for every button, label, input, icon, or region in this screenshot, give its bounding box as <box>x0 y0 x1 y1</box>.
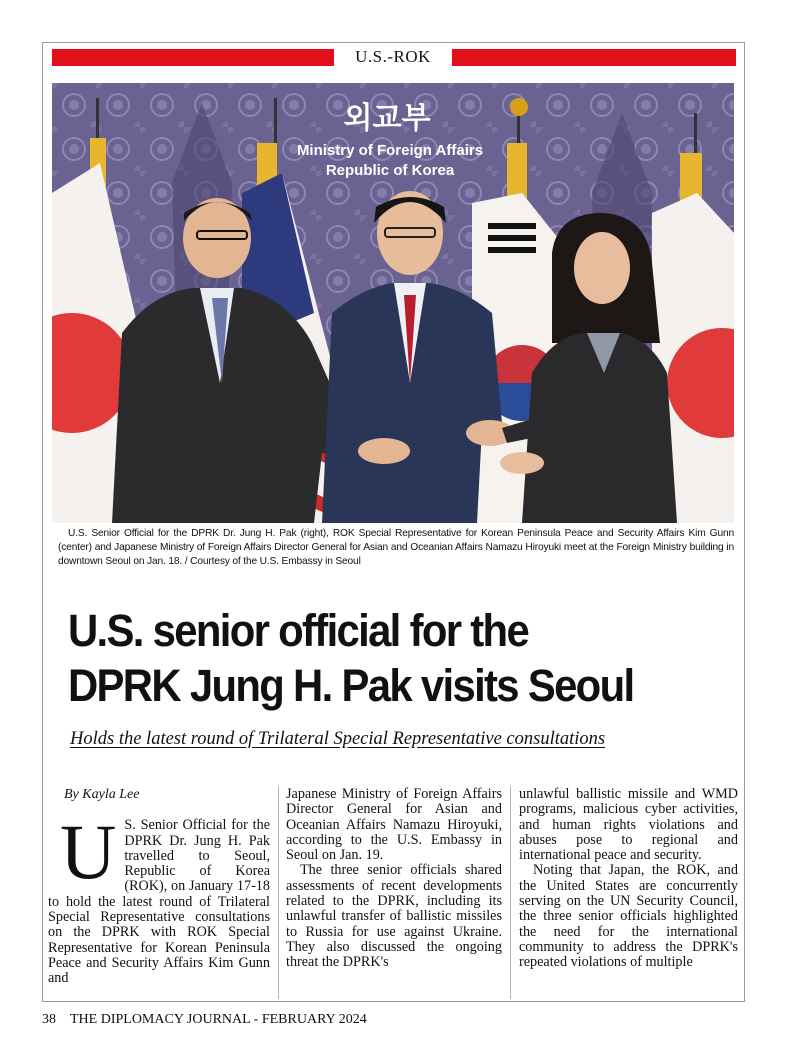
paragraph: The three senior officials shared assessments of recent developments related to the DPRK, including its unlawful transfer of ballistic missiles to Russia for use against Ukraine. They also discussed the ongoing threat the DPRK's <box>286 862 502 971</box>
section-bar-right <box>452 49 736 66</box>
headline-line-2: DPRK Jung H. Pak visits Seoul <box>68 660 634 711</box>
dropcap: U <box>60 808 117 896</box>
lead-text: S. Senior Official for the DPRK Dr. Jung H. Pak travelled to Seoul, Republic of Korea (ROK), on January 17-18 to hold the latest round of Trilateral Special Representative consultations on the DPRK with ROK Special Representative for Korean Peninsula Peace and Security Affairs Kim Gunn and <box>48 817 270 987</box>
byline: By Kayla Lee <box>64 787 140 802</box>
headline-line-1: U.S. senior official for the <box>68 605 529 656</box>
column-rule-1 <box>278 786 279 999</box>
publication-name: THE DIPLOMACY JOURNAL - FEBRUARY 2024 <box>70 1012 367 1027</box>
column-rule-2 <box>510 786 511 999</box>
paragraph: Japanese Ministry of Foreign Affairs Director General for Asian and Oceanian Affairs Namazu Hiroyuki, according to the U.S. Embassy in Seoul on Jan. 19. <box>286 786 502 864</box>
section-label: U.S.-ROK <box>355 47 431 66</box>
sign-korean: 외교부 <box>343 101 431 136</box>
lead-paragraph <box>48 808 270 987</box>
photo-caption: U.S. Senior Official for the DPRK Dr. Jung H. Pak (right), ROK Special Representative for Korean Peninsula Peace and Security Affairs Kim Gunn (center) and Japanese Ministry of Foreign Affairs Director General for Asian and Oceanian Affairs Namazu Hiroyuki meet at the Foreign Ministry building in downtown Seoul on Jan. 18. / Courtesy of the U.S. Embassy in Seoul <box>58 528 734 567</box>
paragraph: Noting that Japan, the ROK, and the United States are concurrently serving on the UN Security Council, the three senior officials highlighted the need for the international community to address the DPRK's repeated violations of multiple <box>519 862 738 971</box>
sign-line-1: Ministry of Foreign Affairs <box>296 142 484 159</box>
page-number: 38 <box>42 1012 56 1027</box>
sign-line-2: Republic of Korea <box>325 162 455 179</box>
article-column-2 <box>286 787 502 971</box>
article-column-1 <box>48 787 270 987</box>
page-footer <box>42 1012 367 1028</box>
article-photo <box>52 83 734 523</box>
article-column-3 <box>519 787 738 971</box>
headline <box>68 603 700 713</box>
section-bar-left <box>52 49 334 66</box>
subheadline: Holds the latest round of Trilateral Special Representative consultations <box>70 729 606 749</box>
paragraph: unlawful ballistic missile and WMD programs, malicious cyber activities, and human rights violations and abuses pose to regional and international peace and security. <box>519 786 738 864</box>
